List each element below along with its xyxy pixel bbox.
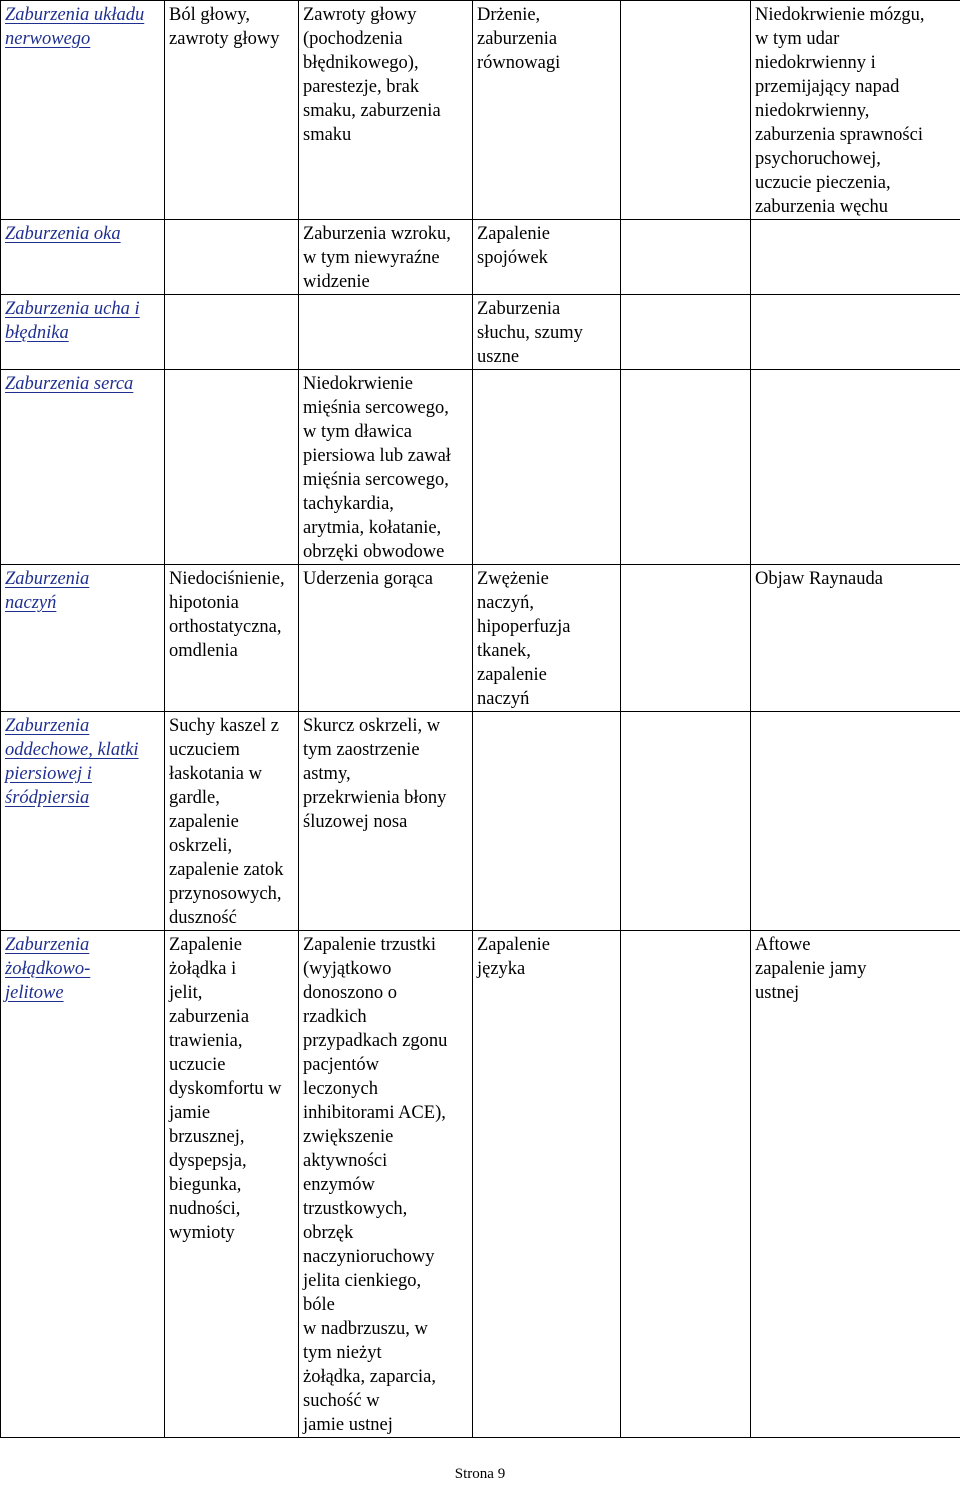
uncommon-effects-cell: Niedokrwienie mięśnia sercowego, w tym dławica piersiowa lub zawał mięśnia sercowego, tachykardia, arytmia, kołatanie, obrzęki obwodowe [299,370,473,565]
table-row [1,931,960,1438]
common-effects-cell [165,295,299,370]
table-row [1,1,960,220]
very-rare-effects-cell [621,565,751,712]
rare-effects-cell [473,370,621,565]
organ-class-cell: Zaburzenia oddechowe, klatki piersiowej i śródpiersia [1,712,165,931]
table-row [1,565,960,712]
very-rare-effects-cell [621,220,751,295]
unknown-frequency-cell: Aftowe zapalenie jamy ustnej [751,931,960,1438]
rare-effects-cell: Zaburzenia słuchu, szumy uszne [473,295,621,370]
rare-effects-cell [473,712,621,931]
common-effects-cell [165,220,299,295]
unknown-frequency-cell [751,295,960,370]
common-effects-cell: Zapalenie żołądka i jelit, zaburzenia trawienia, uczucie dyskomfortu w jamie brzusznej, dyspepsja, biegunka, nudności, wymioty [165,931,299,1438]
very-rare-effects-cell [621,712,751,931]
very-rare-effects-cell [621,1,751,220]
unknown-frequency-cell [751,712,960,931]
uncommon-effects-cell: Uderzenia gorąca [299,565,473,712]
table-row [1,712,960,931]
uncommon-effects-cell: Skurcz oskrzeli, w tym zaostrzenie astmy, przekrwienia błony śluzowej nosa [299,712,473,931]
uncommon-effects-cell: Zaburzenia wzroku, w tym niewyraźne widzenie [299,220,473,295]
common-effects-cell: Ból głowy, zawroty głowy [165,1,299,220]
unknown-frequency-cell [751,220,960,295]
page-number: Strona 9 [454,1466,506,1482]
organ-class-cell: Zaburzenia oka [1,220,165,295]
unknown-frequency-cell: Niedokrwienie mózgu, w tym udar niedokrwienny i przemijający napad niedokrwienny, zaburzenia sprawności psychoruchowej, uczucie pieczenia, zaburzenia węchu [751,1,960,220]
rare-effects-cell: Drżenie, zaburzenia równowagi [473,1,621,220]
uncommon-effects-cell [299,295,473,370]
rare-effects-cell: Zwężenie naczyń, hipoperfuzja tkanek, zapalenie naczyń [473,565,621,712]
rare-effects-cell: Zapalenie spojówek [473,220,621,295]
table-row [1,220,960,295]
rare-effects-cell: Zapalenie języka [473,931,621,1438]
very-rare-effects-cell [621,370,751,565]
organ-class-cell: Zaburzenia serca [1,370,165,565]
organ-class-cell: Zaburzenia układu nerwowego [1,1,165,220]
uncommon-effects-cell: Zawroty głowy (pochodzenia błędnikowego), parestezje, brak smaku, zaburzenia smaku [299,1,473,220]
organ-class-cell: Zaburzenia ucha i błędnika [1,295,165,370]
unknown-frequency-cell [751,370,960,565]
table-row [1,295,960,370]
table-row [1,370,960,565]
organ-class-cell: Zaburzenia żołądkowo- jelitowe [1,931,165,1438]
very-rare-effects-cell [621,295,751,370]
uncommon-effects-cell: Zapalenie trzustki (wyjątkowo donoszono o rzadkich przypadkach zgonu pacjentów leczonych inhibitorami ACE), zwiększenie aktywności enzymów trzustkowych, obrzęk naczynioruchowy jelita cienkiego, bóle w nadbrzuszu, w tym nieżyt żołądka, zaparcia, suchość w jamie ustnej [299,931,473,1438]
common-effects-cell [165,370,299,565]
common-effects-cell: Niedociśnienie, hipotonia orthostatyczna, omdlenia [165,565,299,712]
very-rare-effects-cell [621,931,751,1438]
common-effects-cell: Suchy kaszel z uczuciem łaskotania w gardle, zapalenie oskrzeli, zapalenie zatok przynosowych, duszność [165,712,299,931]
unknown-frequency-cell: Objaw Raynauda [751,565,960,712]
organ-class-cell: Zaburzenia naczyń [1,565,165,712]
